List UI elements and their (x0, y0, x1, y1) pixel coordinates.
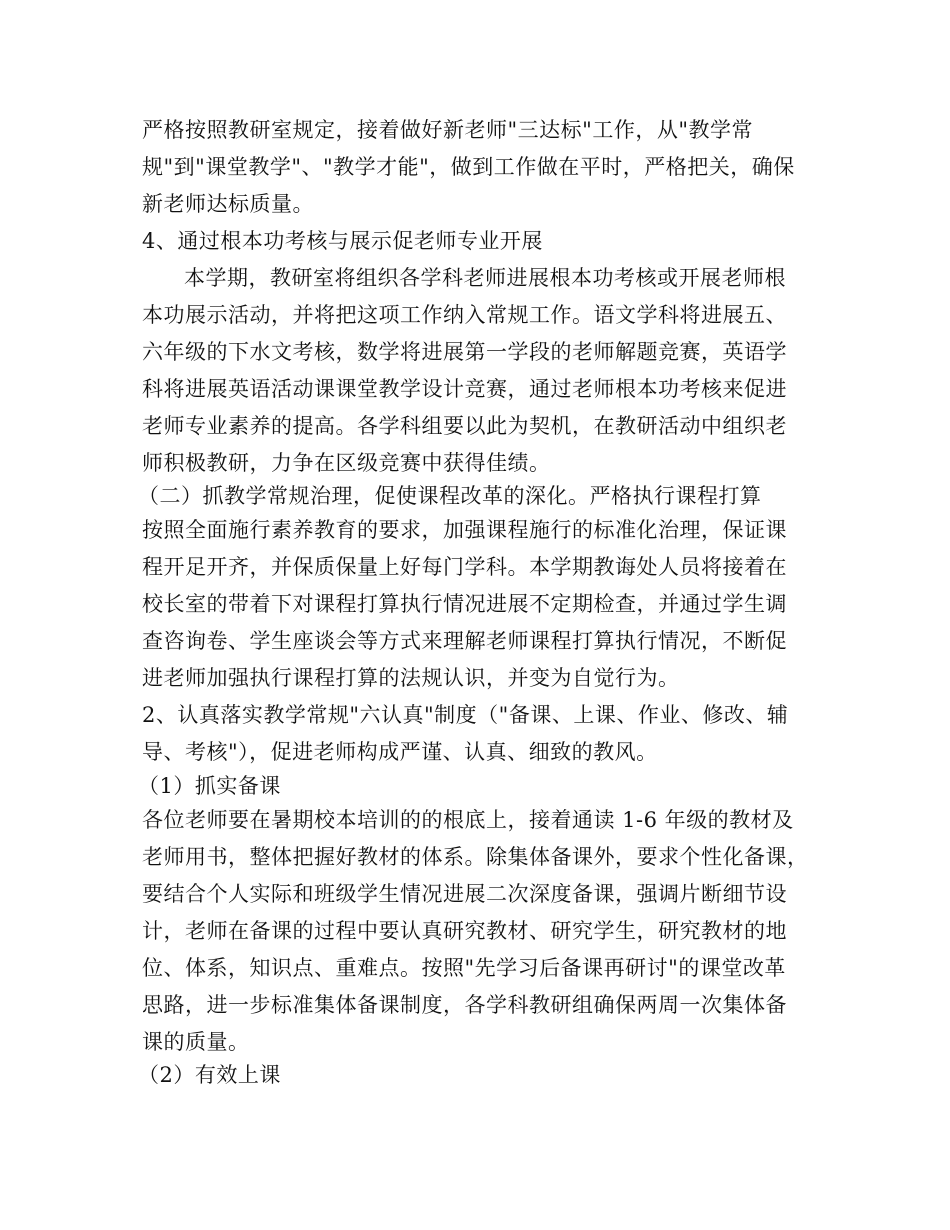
paragraph-line: 程开足开齐，并保质保量上好每门学科。本学期教诲处人员将接着在 (142, 555, 787, 579)
paragraph-line: 老师用书，整体把握好教材的体系。除集体备课外，要求个性化备课， (142, 845, 809, 869)
paragraph-line: 课的质量。 (142, 1030, 250, 1054)
section-heading: 2、认真落实教学常规"六认真"制度（"备课、上课、作业、修改、辅 (142, 703, 789, 727)
paragraph-line: 校长室的带着下对课程打算执行情况进展不定期检查，并通过学生调 (142, 592, 787, 616)
paragraph-line: 要结合个人实际和班级学生情况进展二次深度备课，强调片断细节设 (142, 882, 787, 906)
paragraph-line: 本功展示活动，并将把这项工作纳入常规工作。语文学科将进展五、 (142, 303, 787, 327)
paragraph-line: 计，老师在备课的过程中要认真研究教材、研究学生，研究教材的地 (142, 919, 787, 943)
paragraph-line: 新老师达标质量。 (142, 192, 314, 216)
paragraph-line: 六年级的下水文考核，数学将进展第一学段的老师解题竞赛，英语学 (142, 340, 787, 364)
paragraph-line: 老师专业素养的提高。各学科组要以此为契机，在教研活动中组织老 (142, 414, 787, 438)
paragraph-line: 各位老师要在暑期校本培训的的根底上，接着通读 1-6 年级的教材及 (142, 808, 794, 832)
subsection-heading: （2）有效上课 (138, 1063, 281, 1087)
paragraph-line: 师积极教研，力争在区级竞赛中获得佳绩。 (142, 451, 551, 475)
paragraph-line: 进老师加强执行课程打算的法规认识，并变为自觉行为。 (142, 666, 680, 690)
paragraph-line: 按照全面施行素养教育的要求，加强课程施行的标准化治理，保证课 (142, 518, 787, 542)
paragraph-line: 查咨询卷、学生座谈会等方式来理解老师课程打算执行情况，不断促 (142, 629, 787, 653)
paragraph-line: 严格按照教研室规定，接着做好新老师"三达标"工作，从"教学常 (142, 118, 753, 142)
section-heading: 4、通过根本功考核与展示促老师专业开展 (142, 229, 543, 253)
paragraph-line: 科将进展英语活动课课堂教学设计竞赛，通过老师根本功考核来促进 (142, 377, 787, 401)
paragraph-line: 规"到"课堂教学"、"教学才能"，做到工作做在平时，严格把关，确保 (142, 155, 795, 179)
paragraph-line: 本学期，教研室将组织各学科老师进展根本功考核或开展老师根 (184, 266, 786, 290)
paragraph-line: 导、考核"），促进老师构成严谨、认真、细致的教风。 (142, 740, 658, 764)
paragraph-line: 思路，进一步标准集体备课制度，各学科教研组确保两周一次集体备 (142, 993, 787, 1017)
section-heading: （二）抓教学常规治理，促使课程改革的深化。严格执行课程打算 (138, 484, 762, 508)
paragraph-line: 位、体系，知识点、重难点。按照"先学习后备课再研讨"的课堂改革 (142, 956, 786, 980)
subsection-heading: （1）抓实备课 (138, 774, 281, 798)
